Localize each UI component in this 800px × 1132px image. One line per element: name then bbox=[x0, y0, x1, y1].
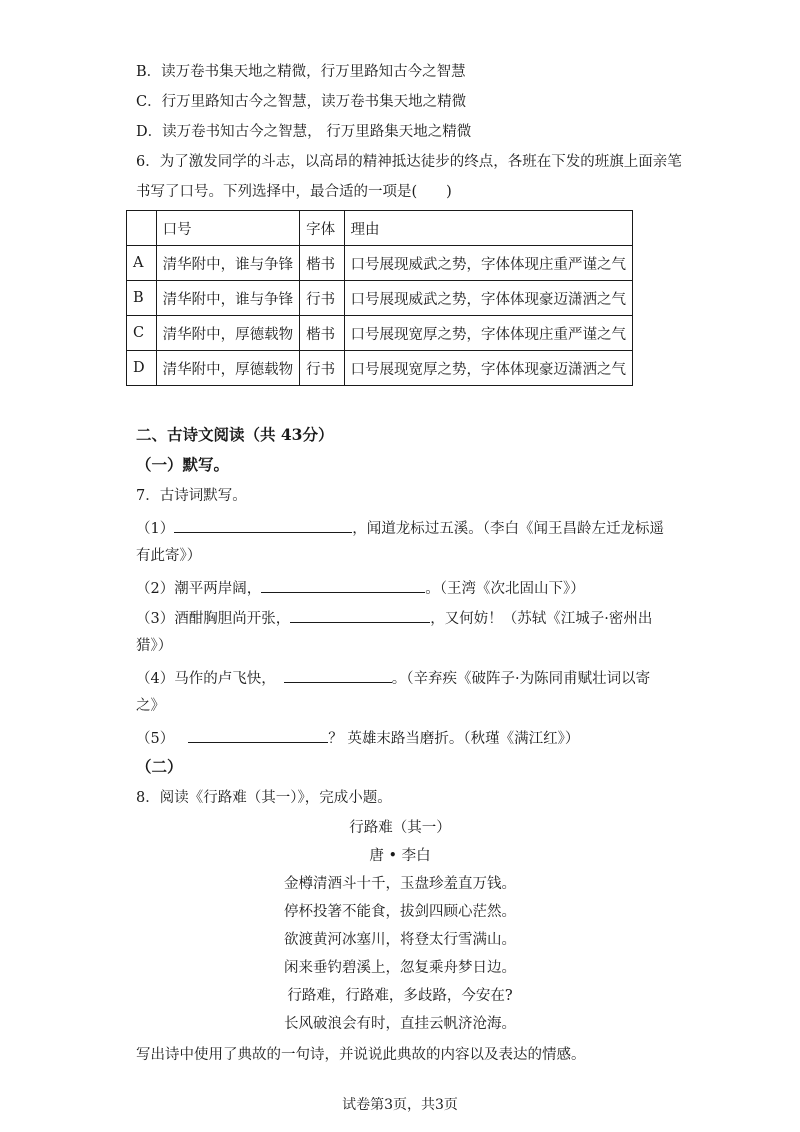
q7-item2-source: 。（王湾《次北固山下》） bbox=[425, 581, 585, 597]
table-cell: 口号展现威武之势，字体体现豪迈潇洒之气 bbox=[344, 281, 633, 316]
table-row bbox=[127, 351, 633, 386]
q7-item1-text: ，闻道龙标过五溪。（李白《闻王昌龄左迁龙标遥 bbox=[352, 521, 664, 537]
q8-stem: 8．阅读《行路难（其一）》，完成小题。 bbox=[136, 790, 392, 806]
q7-item3-continuation: 猎》） bbox=[136, 638, 173, 654]
subsection-title-2: （二） bbox=[136, 757, 183, 776]
table-row bbox=[127, 281, 633, 316]
table-cell: A bbox=[127, 246, 157, 281]
option-b: B．读万卷书集天地之精微，行万里路知古今之智慧 bbox=[136, 64, 466, 80]
option-c: C．行万里路知古今之智慧，读万卷书集天地之精微 bbox=[136, 94, 467, 110]
poem-line: 欲渡黄河冰塞川，将登太行雪满山。 bbox=[284, 932, 516, 948]
q7-item3-source: ，又何妨！（苏轼《江城子·密州出 bbox=[430, 611, 653, 627]
q6-options-table bbox=[126, 210, 633, 386]
q7-item3 bbox=[136, 606, 652, 629]
q7-item3-text: （3）酒酣胸胆尚开张， bbox=[136, 611, 291, 627]
subsection-title: （一）默写。 bbox=[136, 455, 230, 474]
poem-line: 停杯投箸不能食，拔剑四顾心茫然。 bbox=[284, 904, 516, 920]
q7-stem: 7．古诗词默写。 bbox=[136, 488, 247, 504]
poem-author: 唐 • 李白 bbox=[369, 848, 431, 864]
table-header-cell: 口号 bbox=[156, 211, 300, 246]
section-title: 二、古诗文阅读（共 43分） bbox=[136, 425, 334, 444]
q6-stem-line1: 6．为了激发同学的斗志，以高昂的精神抵达徒步的终点，各班在下发的班旗上面亲笔 bbox=[136, 154, 682, 170]
q7-item4-text: （4）马作的卢飞快， bbox=[136, 671, 276, 687]
q7-item5 bbox=[136, 726, 579, 749]
table-cell: 清华附中，谁与争锋 bbox=[156, 281, 300, 316]
q7-item1-continuation: 有此寄》） bbox=[136, 548, 202, 564]
q7-item4 bbox=[136, 666, 650, 689]
q7-item2-text: （2）潮平两岸阔， bbox=[136, 581, 262, 597]
table-cell: 清华附中，厚德载物 bbox=[156, 351, 300, 386]
answer-blank-1[interactable] bbox=[174, 516, 352, 533]
table-cell: 行书 bbox=[300, 281, 344, 316]
table-cell: 楷书 bbox=[300, 316, 344, 351]
poem-title: 行路难（其一） bbox=[349, 820, 451, 836]
table-row bbox=[127, 316, 633, 351]
q7-item2 bbox=[136, 576, 585, 599]
q6-stem-line2: 书写了口号。下列选择中，最合适的一项是( ) bbox=[136, 184, 452, 200]
answer-blank-5[interactable] bbox=[188, 726, 328, 743]
table-header-cell: 字体 bbox=[300, 211, 344, 246]
table-cell: 口号展现宽厚之势，字体体现豪迈潇洒之气 bbox=[344, 351, 633, 386]
table-cell: B bbox=[127, 281, 157, 316]
q7-item4-continuation: 之》 bbox=[136, 698, 165, 714]
q8-question: 写出诗中使用了典故的一句诗，并说说此典故的内容以及表达的情感。 bbox=[136, 1047, 586, 1063]
table-cell: 楷书 bbox=[300, 246, 344, 281]
table-cell: 清华附中，厚德载物 bbox=[156, 316, 300, 351]
option-d: D．读万卷书知古今之智慧， 行万里路集天地之精微 bbox=[136, 124, 472, 140]
table-cell: 行书 bbox=[300, 351, 344, 386]
poem-line: 长风破浪会有时，直挂云帆济沧海。 bbox=[284, 1016, 516, 1032]
table-cell: 清华附中，谁与争锋 bbox=[156, 246, 300, 281]
table-header-row bbox=[127, 211, 633, 246]
answer-blank-2[interactable] bbox=[261, 576, 425, 593]
table-cell: D bbox=[127, 351, 157, 386]
answer-blank-3[interactable] bbox=[290, 606, 430, 623]
table-cell: 口号展现威武之势，字体体现庄重严谨之气 bbox=[344, 246, 633, 281]
table-cell: 口号展现宽厚之势，字体体现庄重严谨之气 bbox=[344, 316, 633, 351]
page-footer: 试卷第3页，共3页 bbox=[342, 1097, 458, 1113]
q7-item1-label: （1） bbox=[136, 521, 175, 537]
table-header-cell bbox=[127, 211, 157, 246]
q7-item1 bbox=[136, 516, 664, 539]
table-header-cell: 理由 bbox=[344, 211, 633, 246]
poem-line: 行路难，行路难，多歧路，今安在? bbox=[287, 988, 513, 1004]
q7-item5-text: ？ 英雄末路当磨折。（秋瑾《满江红》） bbox=[328, 731, 580, 747]
answer-blank-4[interactable] bbox=[284, 666, 392, 683]
q7-item4-source: 。（辛弃疾《破阵子·为陈同甫赋壮词以寄 bbox=[391, 671, 651, 687]
table-row bbox=[127, 246, 633, 281]
poem-line: 金樽清酒斗十千，玉盘珍羞直万钱。 bbox=[284, 876, 516, 892]
table-cell: C bbox=[127, 316, 157, 351]
poem-line: 闲来垂钓碧溪上，忽复乘舟梦日边。 bbox=[284, 960, 516, 976]
q7-item5-label: （5） bbox=[136, 731, 175, 747]
